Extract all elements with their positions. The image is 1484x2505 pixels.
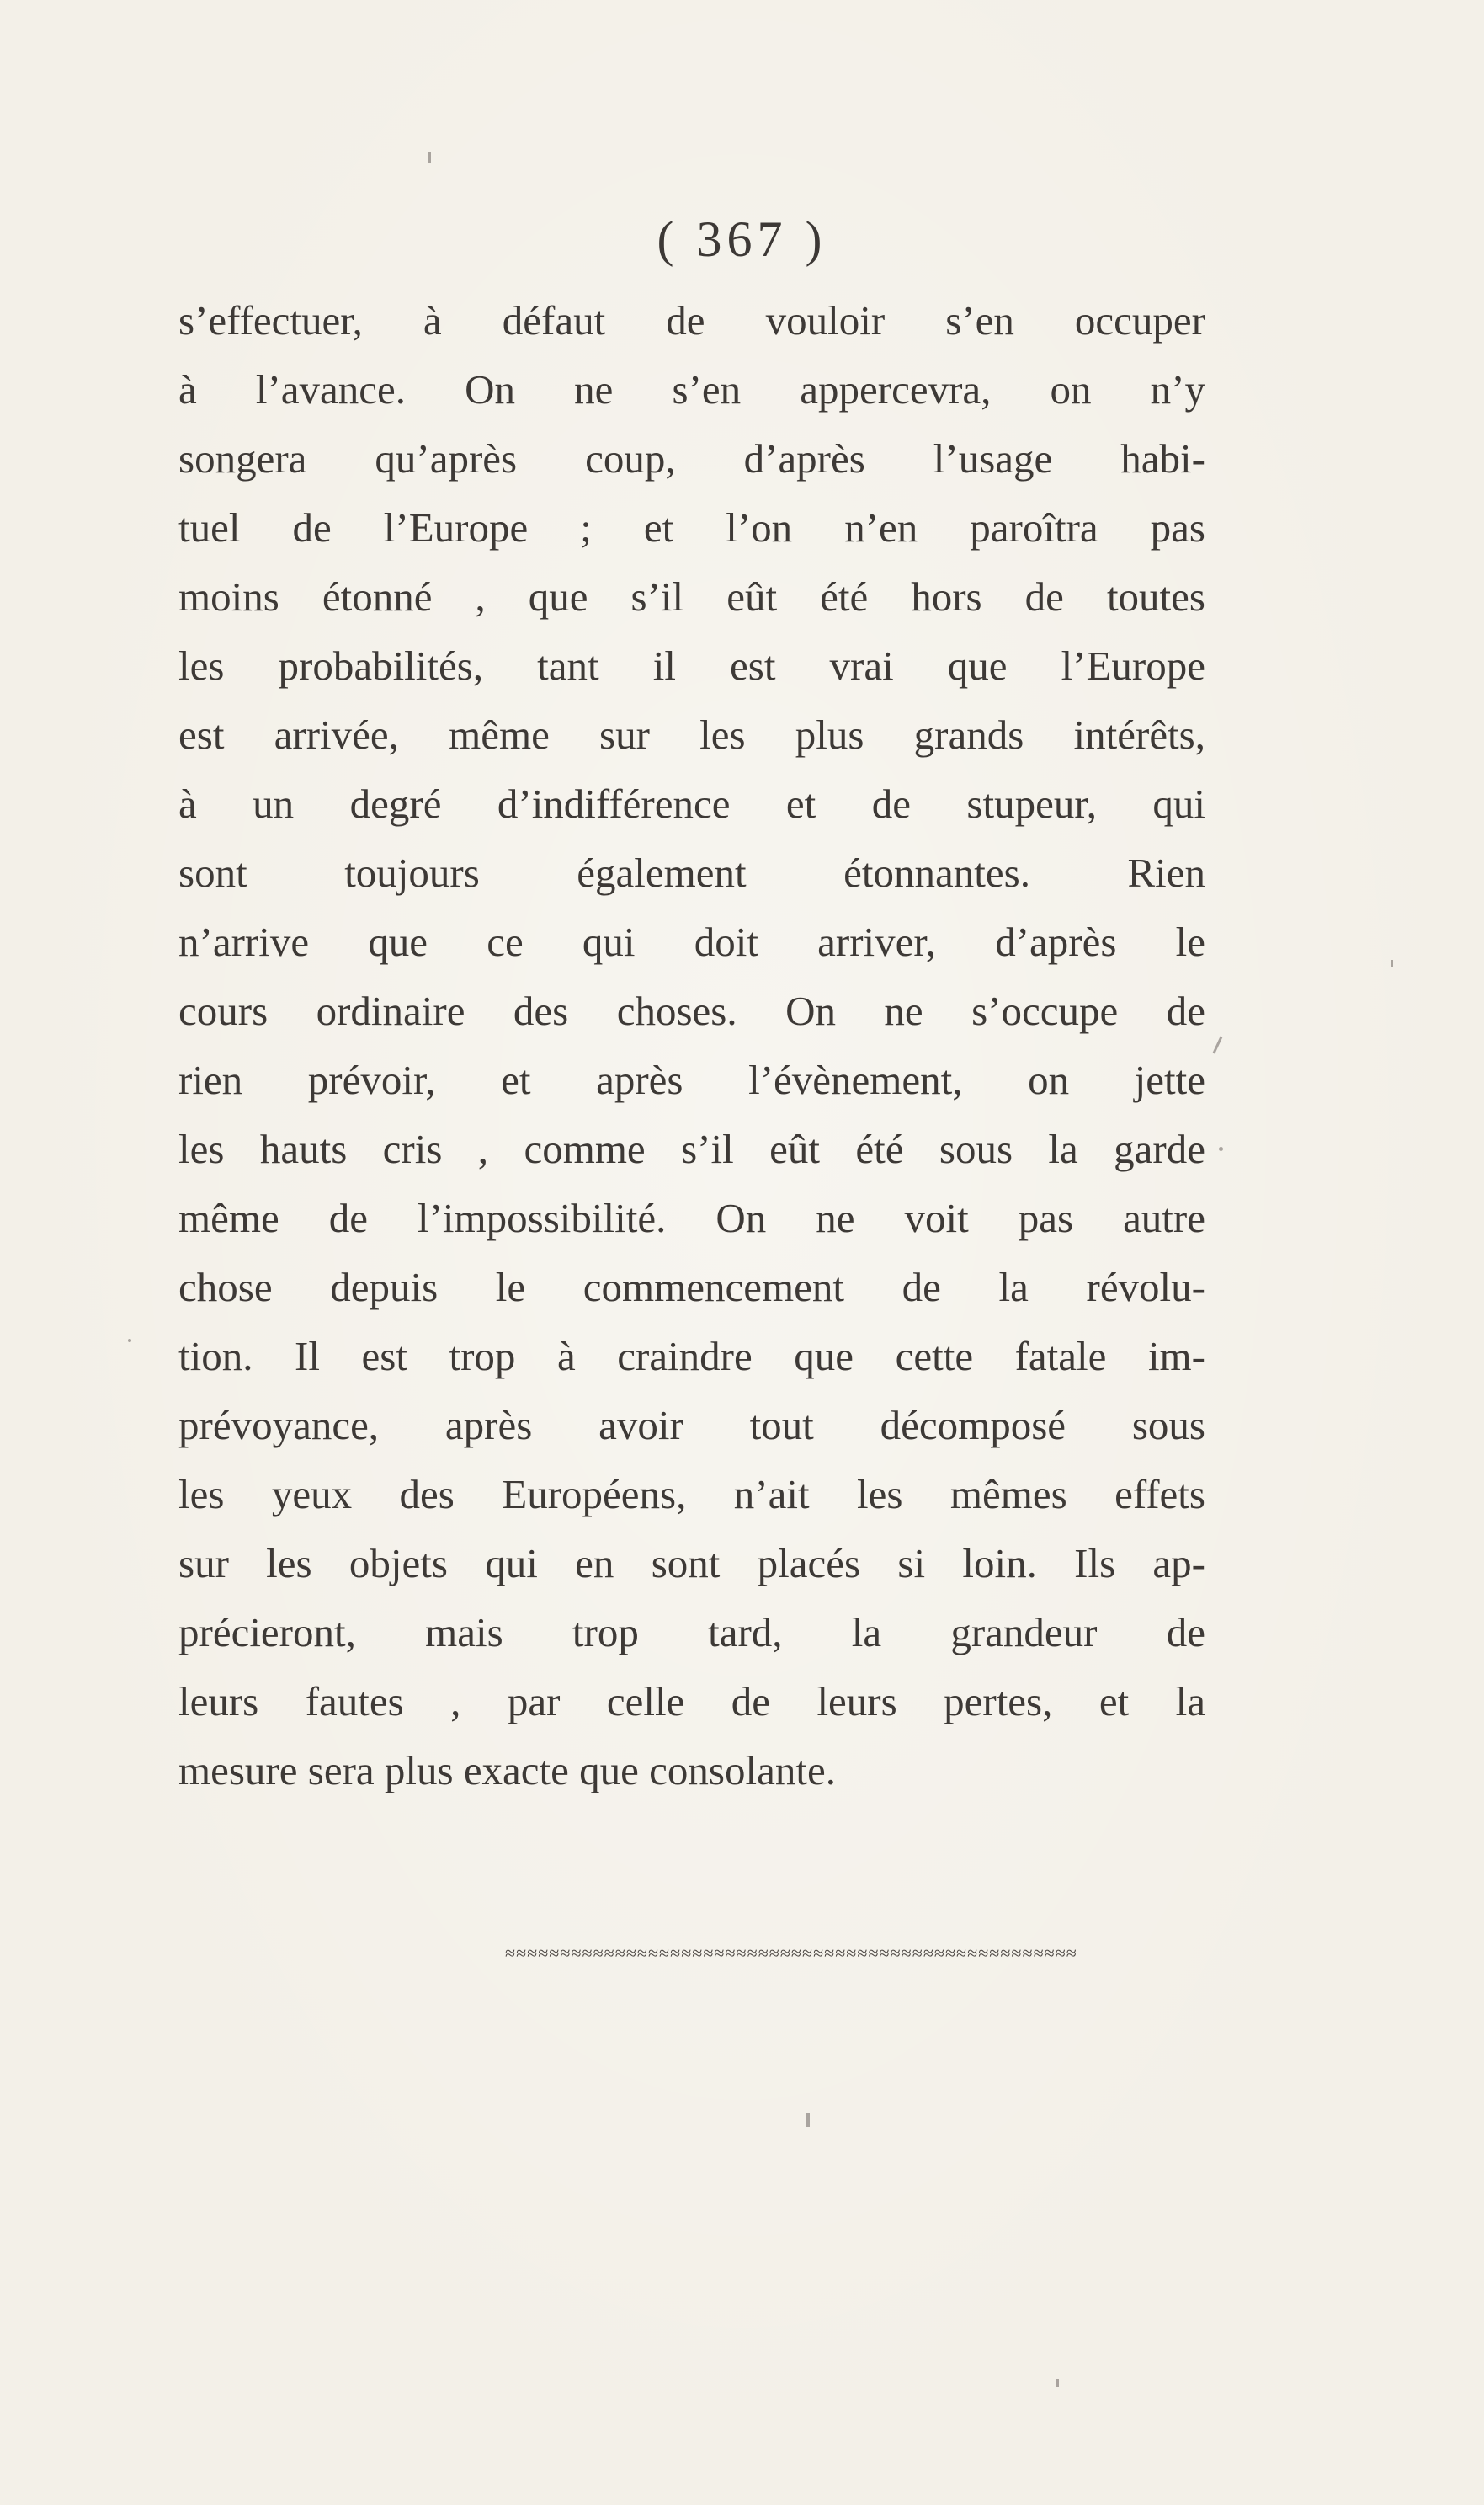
ink-speck bbox=[428, 152, 431, 163]
text-line: à l’avance. On ne s’en appercevra, on n’y bbox=[178, 366, 1205, 413]
text-line: leurs fautes , par celle de leurs pertes, et la bbox=[178, 1678, 1205, 1724]
text-line: rien prévoir, et après l’évènement, on jette bbox=[178, 1057, 1205, 1103]
text-line: les probabilités, tant il est vrai que l’Europe bbox=[178, 642, 1205, 689]
ink-speck bbox=[1391, 960, 1393, 967]
ink-speck bbox=[806, 2113, 810, 2127]
text-line: les hauts cris , comme s’il eût été sous la garde bbox=[178, 1126, 1205, 1172]
ink-speck bbox=[128, 1339, 131, 1342]
text-line: prévoyance, après avoir tout décomposé sous bbox=[178, 1402, 1205, 1448]
text-line: n’arrive que ce qui doit arriver, d’après le bbox=[178, 919, 1205, 965]
text-line: même de l’impossibilité. On ne voit pas autre bbox=[178, 1195, 1205, 1241]
text-line: est arrivée, même sur les plus grands intérêts, bbox=[178, 712, 1205, 758]
text-line: cours ordinaire des choses. On ne s’occupe de bbox=[178, 988, 1205, 1034]
text-line: à un degré d’indifférence et de stupeur, qui bbox=[178, 781, 1205, 827]
text-line: sont toujours également étonnantes. Rien bbox=[178, 850, 1205, 896]
text-line: tion. Il est trop à craindre que cette fatale im- bbox=[178, 1333, 1205, 1379]
text-line: tuel de l’Europe ; et l’on n’en paroîtra pas bbox=[178, 504, 1205, 551]
ink-speck bbox=[1219, 1147, 1223, 1151]
text-line: chose depuis le commencement de la révolu- bbox=[178, 1264, 1205, 1310]
text-line: mesure sera plus exacte que consolante. bbox=[178, 1747, 836, 1793]
text-line: précieront, mais trop tard, la grandeur de bbox=[178, 1609, 1205, 1655]
decorative-rule: ≈≈≈≈≈≈≈≈≈≈≈≈≈≈≈≈≈≈≈≈≈≈≈≈≈≈≈≈≈≈≈≈≈≈≈≈≈≈≈≈≈≈≈≈≈≈≈≈≈≈≈≈ bbox=[505, 1943, 1077, 1964]
ink-speck bbox=[1056, 2379, 1059, 2387]
text-line: sur les objets qui en sont placés si loin. Ils ap- bbox=[178, 1540, 1205, 1586]
text-line: s’effectuer, à défaut de vouloir s’en occuper bbox=[178, 297, 1205, 344]
body-text bbox=[178, 286, 1205, 1805]
text-line: les yeux des Européens, n’ait les mêmes effets bbox=[178, 1471, 1205, 1517]
ink-speck bbox=[1212, 1036, 1222, 1053]
page-number: ( 367 ) bbox=[657, 211, 827, 267]
text-line: moins étonné , que s’il eût été hors de toutes bbox=[178, 573, 1205, 620]
text-line: songera qu’après coup, d’après l’usage habi- bbox=[178, 435, 1205, 482]
